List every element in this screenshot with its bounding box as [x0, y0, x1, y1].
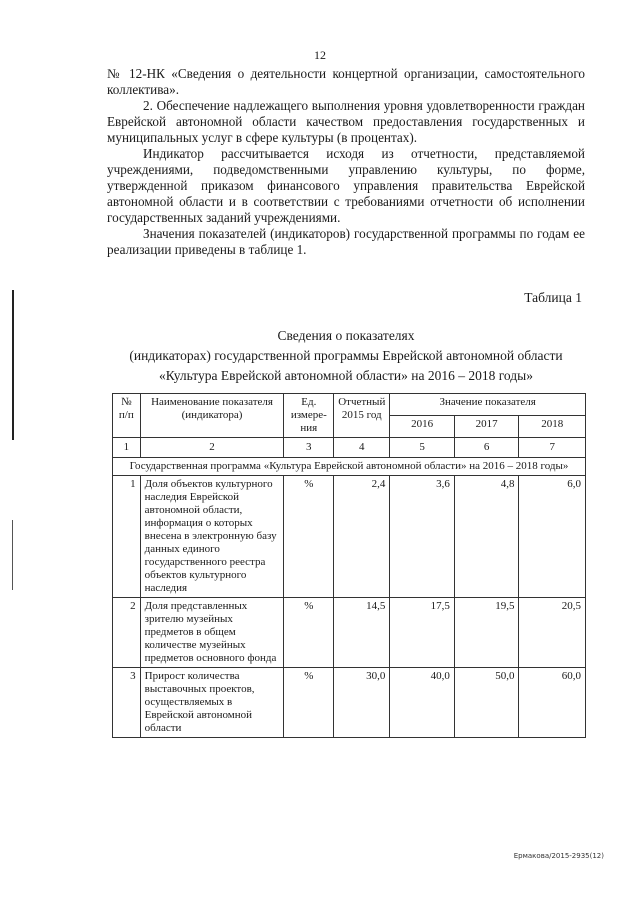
footer-code: Ермакова/2015-2935(12)	[513, 852, 604, 860]
row-2016: 17,5	[390, 598, 455, 668]
row-num: 3	[113, 668, 141, 738]
col-number: 5	[390, 438, 455, 458]
row-2016: 3,6	[390, 476, 455, 598]
header-values: Значение показателя	[390, 394, 586, 416]
indicators-table	[112, 393, 586, 738]
row-name: Прирост количества выставочных проектов, осуществляемых в Еврейской автономной области	[140, 668, 284, 738]
row-num: 2	[113, 598, 141, 668]
row-2017: 19,5	[454, 598, 519, 668]
header-report: Отчетный 2015 год	[334, 394, 390, 438]
header-num: № п/п	[113, 394, 141, 438]
table-row	[113, 668, 586, 738]
table-row	[113, 598, 586, 668]
table-caption	[107, 326, 585, 386]
row-2018: 60,0	[519, 668, 586, 738]
row-report: 14,5	[334, 598, 390, 668]
section-title: Государственная программа «Культура Еврейской автономной области» на 2016 – 2018 годы»	[113, 458, 586, 476]
header-2018: 2018	[519, 416, 586, 438]
header-2016: 2016	[390, 416, 455, 438]
row-report: 2,4	[334, 476, 390, 598]
paragraph: 2. Обеспечение надлежащего выполнения уровня удовлетворенности граждан Еврейской автономной области качеством предоставления государственных и муниципальных услуг в сфере культуры (в процентах).	[107, 98, 585, 145]
row-unit: %	[284, 598, 334, 668]
col-number: 3	[284, 438, 334, 458]
margin-mark	[12, 520, 13, 590]
row-name: Доля объектов культурного наследия Еврейской автономной области, информация о которых внесена в электронную базу данных единого государственного реестра объектов культурного наследия	[140, 476, 284, 598]
col-number: 1	[113, 438, 141, 458]
column-numbers-row	[113, 438, 586, 458]
col-number: 2	[140, 438, 284, 458]
paragraph: № 12-НК «Сведения о деятельности концертной организации, самостоятельного коллектива».	[107, 66, 585, 97]
header-2017: 2017	[454, 416, 519, 438]
margin-mark	[12, 290, 14, 440]
row-2018: 20,5	[519, 598, 586, 668]
paragraph: Индикатор рассчитывается исходя из отчетности, представляемой учреждениями, подведомственными управлению культуры, по форме, утвержденной приказом финансового управления правительства Еврейской автономной области и в соответствии с требованиями отчетности об исполнении государственных заданий учреждениями.	[107, 146, 585, 225]
caption-line: «Культура Еврейской автономной области» на 2016 – 2018 годы»	[159, 368, 533, 383]
row-2017: 4,8	[454, 476, 519, 598]
row-num: 1	[113, 476, 141, 598]
col-number: 4	[334, 438, 390, 458]
page-number: 12	[314, 48, 326, 62]
caption-line: (индикаторах) государственной программы Еврейской автономной области	[129, 348, 563, 363]
row-name: Доля представленных зрителю музейных предметов в общем количестве музейных предметов основного фонда	[140, 598, 284, 668]
row-2016: 40,0	[390, 668, 455, 738]
paragraph: Значения показателей (индикаторов) государственной программы по годам ее реализации приведены в таблице 1.	[107, 226, 585, 257]
caption-line: Сведения о показателях	[277, 328, 415, 343]
row-unit: %	[284, 668, 334, 738]
row-2017: 50,0	[454, 668, 519, 738]
row-2018: 6,0	[519, 476, 586, 598]
header-name: Наименование показателя (индикатора)	[140, 394, 284, 438]
col-number: 7	[519, 438, 586, 458]
table-label: Таблица 1	[524, 290, 582, 305]
body-text	[107, 66, 585, 258]
row-unit: %	[284, 476, 334, 598]
header-unit: Ед. измере-ния	[284, 394, 334, 438]
table-row	[113, 476, 586, 598]
row-report: 30,0	[334, 668, 390, 738]
col-number: 6	[454, 438, 519, 458]
